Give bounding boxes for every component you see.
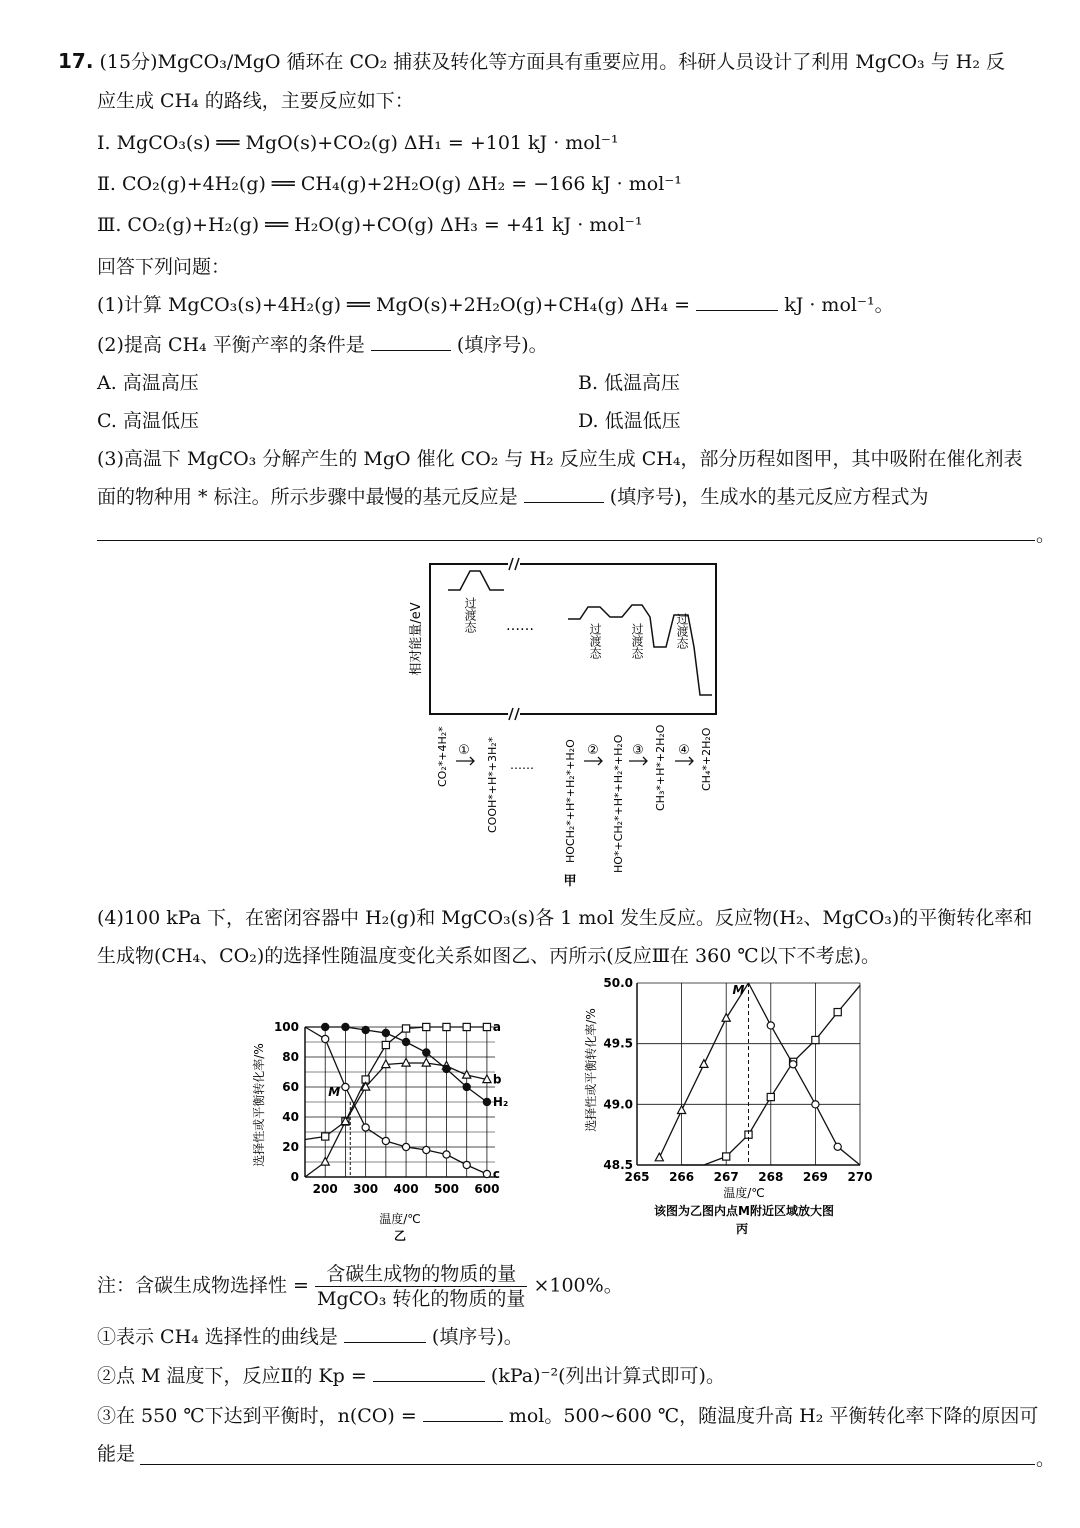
- bing-point-square: [812, 1036, 819, 1043]
- bing-xtick-label: 265: [624, 1170, 650, 1184]
- species-3: HOCH₂*+H*+H₂*+H₂O: [564, 739, 577, 863]
- yi-ytick-label: 0: [290, 1170, 299, 1184]
- part-1-text: (1)计算 MgCO₃(s)+4H₂(g) ══ MgO(s)+2H₂O(g)+CH₄(g) ΔH₄ =: [97, 294, 691, 316]
- yi-xtick-label: 200: [312, 1182, 338, 1196]
- part-3-text-b: (填序号)，生成水的基元反应方程式为: [609, 486, 929, 508]
- yi-grid: [305, 1027, 495, 1177]
- question-header: [58, 48, 1005, 75]
- yi-point-c: [443, 1151, 450, 1158]
- bing-m-label: M: [732, 983, 745, 997]
- bing-xtick-label: 268: [758, 1170, 784, 1184]
- bing-point-circle: [767, 1022, 774, 1029]
- yi-point-c: [423, 1146, 430, 1153]
- yi-point-a: [483, 1023, 490, 1030]
- yi-ylabel: 选择性或平衡转化率/%: [252, 1043, 266, 1167]
- yi-point-H₂: [443, 1065, 450, 1072]
- ts-label-3: 过渡态: [630, 623, 644, 659]
- yi-point-a: [322, 1133, 329, 1140]
- yi-ytick-label: 60: [282, 1080, 299, 1094]
- yi-xtick-label: 300: [353, 1182, 379, 1196]
- ts-label-2: 过渡态: [588, 623, 602, 659]
- sub-3-line-2: 能是: [97, 1443, 136, 1465]
- chart-bing: [582, 975, 882, 1240]
- jia-caption: 甲: [563, 874, 577, 889]
- ts-label-4: 过渡态: [675, 613, 689, 649]
- bing-ylabel: 选择性或平衡转化率/%: [584, 1008, 598, 1132]
- note-fraction: [315, 1262, 527, 1311]
- part-1: [97, 292, 894, 318]
- question-number: 17.: [58, 49, 94, 73]
- yi-xtick-label: 600: [474, 1182, 500, 1196]
- yi-point-a: [402, 1025, 409, 1032]
- yi-series-line-c: [305, 1027, 487, 1174]
- yi-point-b: [422, 1058, 430, 1066]
- yi-point-c: [362, 1124, 369, 1131]
- intro-line-1: (15分)MgCO₃/MgO 循环在 CO₂ 捕获及转化等方面具有重要应用。科研人员设计了利用 MgCO₃ 与 H₂ 反: [99, 51, 1005, 73]
- yi-point-H₂: [423, 1049, 430, 1056]
- yi-point-c: [322, 1035, 329, 1042]
- note-prefix: 注：含碳生成物选择性 =: [97, 1274, 309, 1297]
- ts-label-1: 过渡态: [463, 597, 477, 633]
- bing-ytick-label: 49.5: [603, 1036, 633, 1051]
- yi-point-H₂: [463, 1083, 470, 1090]
- period: 。: [1036, 524, 1056, 546]
- answer-line-reason[interactable]: [140, 1464, 1035, 1465]
- bing-xlabel: 温度/℃: [723, 1186, 765, 1200]
- option-a: A. 高温高压: [97, 372, 199, 394]
- yi-point-H₂: [402, 1038, 409, 1045]
- bing-point-square: [723, 1153, 730, 1160]
- yi-point-a: [463, 1023, 470, 1030]
- step-4: ④: [678, 743, 690, 758]
- yi-xtick-label: 400: [393, 1182, 419, 1196]
- species-labels: [436, 724, 713, 873]
- species-2: COOH*+H*+3H₂*: [486, 736, 499, 833]
- yi-point-H₂: [362, 1026, 369, 1033]
- yi-point-c: [463, 1161, 470, 1168]
- bing-ytick-label: 49.0: [603, 1097, 633, 1112]
- answer-blank-kp[interactable]: [373, 1363, 485, 1382]
- bing-ytick-label: 50.0: [603, 976, 633, 990]
- step-2: ②: [587, 743, 599, 758]
- answer-blank-conditions[interactable]: [371, 332, 451, 351]
- reaction-3: Ⅲ. CO₂(g)+H₂(g) ══ H₂O(g)+CO(g) ΔH₃ = +41 kJ · mol⁻¹: [97, 214, 643, 236]
- answer-blank-nco[interactable]: [423, 1403, 503, 1422]
- note-suffix: ×100%。: [533, 1274, 623, 1297]
- answer-blank-ch4-curve[interactable]: [344, 1324, 426, 1343]
- bing-point-triangle: [655, 1153, 663, 1161]
- yi-point-c: [342, 1083, 349, 1090]
- option-c: C. 高温低压: [97, 410, 199, 432]
- chart-yi: [250, 1005, 520, 1245]
- yi-point-H₂: [483, 1098, 490, 1105]
- yi-point-H₂: [322, 1023, 329, 1030]
- figure-jia: [400, 555, 730, 895]
- jia-ylabel: 相对能量/eV: [409, 602, 424, 676]
- note-denominator: MgCO₃ 转化的物质的量: [317, 1288, 526, 1310]
- bing-xtick-label: 269: [802, 1170, 828, 1184]
- sub-1-text: ①表示 CH₄ 选择性的曲线是: [97, 1326, 338, 1348]
- yi-ytick-label: 80: [282, 1050, 299, 1064]
- bing-point-triangle: [678, 1106, 686, 1114]
- sub-1: [97, 1324, 523, 1350]
- sub-2: [97, 1363, 725, 1389]
- yi-point-c: [382, 1137, 389, 1144]
- sub-3: [97, 1403, 1038, 1429]
- species-1: CO₂*+4H₂*: [436, 726, 449, 787]
- yi-ytick-label: 40: [282, 1110, 299, 1124]
- option-d: D. 低温低压: [578, 410, 681, 432]
- period-2: 。: [1036, 1448, 1056, 1470]
- bing-series-line-circle: [749, 983, 861, 1165]
- yi-point-c: [402, 1143, 409, 1150]
- step-3: ③: [632, 743, 644, 758]
- bing-caption: 丙: [735, 1222, 749, 1236]
- yi-series-label: a: [492, 1020, 502, 1034]
- bing-xtick-label: 266: [669, 1170, 695, 1184]
- bing-point-square: [767, 1093, 774, 1100]
- part-1-unit: kJ · mol⁻¹。: [784, 294, 894, 316]
- answer-prompt: 回答下列问题：: [97, 256, 231, 278]
- yi-xlabel: 温度/℃: [379, 1212, 421, 1226]
- bing-subtitle: 该图为乙图内点M附近区域放大图: [654, 1204, 834, 1218]
- sub-3-text: ③在 550 ℃下达到平衡时，n(CO) =: [97, 1405, 417, 1427]
- yi-xtick-label: 500: [433, 1182, 460, 1196]
- answer-blank-dh4[interactable]: [696, 292, 778, 311]
- sub-3-suffix: mol。500~600 ℃，随温度升高 H₂ 平衡转化率下降的原因可: [508, 1405, 1039, 1427]
- part-3-line-1: (3)高温下 MgCO₃ 分解产生的 MgO 催化 CO₂ 与 H₂ 反应生成 CH₄，部分历程如图甲，其中吸附在催化剂表: [97, 448, 1023, 470]
- selectivity-note: [97, 1262, 623, 1311]
- yi-ytick-label: 20: [282, 1140, 299, 1154]
- yi-point-b: [402, 1058, 410, 1066]
- sub-2-suffix: (kPa)⁻²(列出计算式即可)。: [490, 1365, 725, 1387]
- bing-point-triangle: [700, 1060, 708, 1068]
- bing-series: [655, 983, 860, 1165]
- yi-series-label: H₂: [492, 1095, 509, 1109]
- yi-point-a: [423, 1023, 430, 1030]
- bing-xtick-label: 267: [713, 1170, 739, 1184]
- step-1: ①: [458, 743, 470, 758]
- species-4: HO*+CH₂*+H*+H₂*+H₂O: [612, 734, 625, 873]
- bing-xtick-label: 270: [847, 1170, 873, 1184]
- bing-point-circle: [790, 1061, 797, 1068]
- yi-point-H₂: [342, 1023, 349, 1030]
- part-2-suffix: (填序号)。: [456, 334, 548, 356]
- yi-series: [305, 1020, 508, 1181]
- yi-point-c: [483, 1170, 490, 1177]
- bing-ticks: [603, 976, 872, 1184]
- part-3-line-2: [97, 484, 929, 510]
- sub-1-suffix: (填序号)。: [431, 1326, 523, 1348]
- yi-point-a: [382, 1041, 389, 1048]
- energy-profile-1: [448, 571, 504, 590]
- option-b: B. 低温高压: [578, 372, 681, 394]
- jia-dots-2: ……: [510, 758, 534, 772]
- sub-2-text: ②点 M 温度下，反应Ⅱ的 Kp =: [97, 1365, 367, 1387]
- bing-point-circle: [812, 1101, 819, 1108]
- bing-ytick-label: 48.5: [603, 1158, 633, 1172]
- answer-blank-slowest-step[interactable]: [524, 484, 604, 503]
- axis-break-marks: [508, 558, 520, 720]
- part-4-line-2: 生成物(CH₄、CO₂)的选择性随温度变化关系如图乙、丙所示(反应Ⅲ在 360 ℃以下不考虑)。: [97, 945, 881, 967]
- figure-jia-frame: [430, 564, 716, 714]
- yi-caption: 乙: [393, 1229, 407, 1243]
- part-4-line-1: (4)100 kPa 下，在密闭容器中 H₂(g)和 MgCO₃(s)各 1 mol 发生反应。反应物(H₂、MgCO₃)的平衡转化率和: [97, 907, 1033, 929]
- bing-point-circle: [834, 1143, 841, 1150]
- bing-series-line-triangle: [659, 983, 748, 1158]
- yi-point-a: [443, 1023, 450, 1030]
- reaction-2: Ⅱ. CO₂(g)+4H₂(g) ══ CH₄(g)+2H₂O(g) ΔH₂ = −166 kJ · mol⁻¹: [97, 173, 682, 195]
- species-6: CH₄*+2H₂O: [700, 727, 713, 791]
- part-2: [97, 332, 548, 358]
- yi-point-b: [321, 1157, 329, 1165]
- yi-m-label: M: [328, 1085, 341, 1099]
- intro-line-2: 应生成 CH₄ 的路线，主要反应如下：: [97, 90, 414, 112]
- yi-series-line-a: [305, 1027, 487, 1140]
- ts-labels: [463, 596, 689, 659]
- yi-series-label: b: [492, 1072, 502, 1087]
- yi-series-label: c: [492, 1167, 501, 1181]
- reaction-1: Ⅰ. MgCO₃(s) ══ MgO(s)+CO₂(g) ΔH₁ = +101 kJ · mol⁻¹: [97, 132, 619, 154]
- jia-dots: ……: [506, 618, 534, 634]
- note-numerator: 含碳生成物的物质的量: [315, 1262, 527, 1287]
- yi-point-H₂: [382, 1029, 389, 1036]
- yi-ytick-label: 100: [273, 1020, 299, 1034]
- part-3-text: 面的物种用 * 标注。所示步骤中最慢的基元反应是: [97, 486, 518, 508]
- answer-line-water-equation[interactable]: [97, 540, 1035, 541]
- bing-point-square: [834, 1009, 841, 1016]
- part-2-text: (2)提高 CH₄ 平衡产率的条件是: [97, 334, 365, 356]
- species-5: CH₃*+H*+2H₂O: [654, 724, 667, 811]
